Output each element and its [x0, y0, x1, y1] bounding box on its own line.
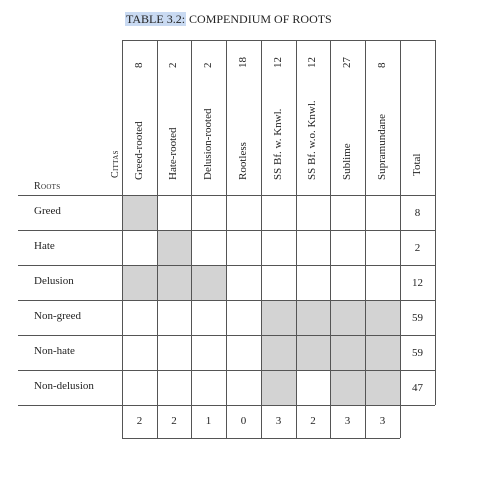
column-total: 3	[379, 415, 386, 427]
row-total: 12	[412, 276, 423, 289]
row-total: 59	[412, 346, 423, 359]
column-rule	[226, 40, 227, 438]
column-count: 27	[340, 57, 353, 68]
column-total: 1	[205, 415, 212, 427]
shaded-cell	[122, 195, 157, 230]
shaded-cell	[296, 335, 330, 370]
shaded-cell	[365, 335, 400, 370]
column-count: 8	[375, 62, 388, 68]
footer-bottom-rule	[122, 438, 400, 439]
shaded-cell	[191, 265, 226, 300]
column-rule	[365, 40, 366, 438]
column-header-label: Sublime	[340, 143, 353, 180]
column-header-label: Hate-rooted	[167, 127, 179, 180]
shaded-cell	[330, 300, 365, 335]
row-label: Delusion	[34, 274, 74, 287]
roots-label: Roots	[34, 181, 61, 192]
column-header-label: SS Bf. w.o. Knwl.	[306, 100, 318, 180]
column-total: 0	[240, 415, 247, 427]
shaded-cell	[122, 265, 157, 300]
column-total: 2	[171, 415, 177, 427]
column-rule	[330, 40, 331, 438]
column-count: 2	[201, 62, 214, 68]
row-total: 8	[414, 206, 421, 219]
shaded-cell	[330, 370, 365, 405]
table-caption: COMPENDIUM OF ROOTS	[189, 12, 332, 26]
column-total: 2	[136, 415, 143, 427]
row-total: 59	[412, 311, 423, 324]
shaded-cell	[261, 335, 296, 370]
column-rule	[157, 40, 158, 438]
row-label: Non-greed	[34, 309, 82, 322]
column-header-label: Supramundane	[375, 114, 388, 180]
shaded-cell	[157, 230, 191, 265]
column-rule	[122, 40, 123, 438]
column-count: 2	[167, 62, 179, 68]
column-total: 2	[310, 415, 316, 427]
column-header-label: Rootless	[236, 142, 249, 180]
table-title	[125, 12, 332, 27]
column-header-label: SS Bf. w. Knwl.	[271, 108, 284, 180]
column-header-label: Greed-rooted	[132, 121, 145, 180]
shaded-cell	[365, 370, 400, 405]
column-rule	[261, 40, 262, 438]
column-count: 12	[271, 57, 284, 68]
row-label: Non-hate	[34, 344, 75, 357]
column-count: 12	[306, 57, 318, 68]
column-count: 8	[132, 62, 145, 68]
row-label: Hate	[34, 239, 55, 252]
column-rule	[400, 40, 401, 438]
column-total: 3	[275, 415, 282, 427]
shaded-cell	[261, 300, 296, 335]
shaded-cell	[157, 265, 191, 300]
total-column-header: Total	[410, 153, 423, 176]
shaded-cell	[261, 370, 296, 405]
cittas-label: Cittas	[110, 150, 121, 178]
column-count: 18	[236, 57, 249, 68]
shaded-cell	[365, 300, 400, 335]
shaded-cell	[296, 300, 330, 335]
table-number: TABLE 3.2:	[126, 12, 186, 26]
column-header-label: Delusion-rooted	[201, 108, 214, 180]
header-top-rule	[122, 40, 435, 41]
total-column-rule	[435, 40, 436, 405]
row-total: 47	[412, 381, 423, 394]
column-rule	[296, 40, 297, 438]
column-total: 3	[344, 415, 351, 427]
column-rule	[191, 40, 192, 438]
row-label: Non-delusion	[34, 379, 94, 392]
row-label: Greed	[34, 204, 61, 217]
row-total: 2	[414, 241, 421, 254]
shaded-cell	[330, 335, 365, 370]
